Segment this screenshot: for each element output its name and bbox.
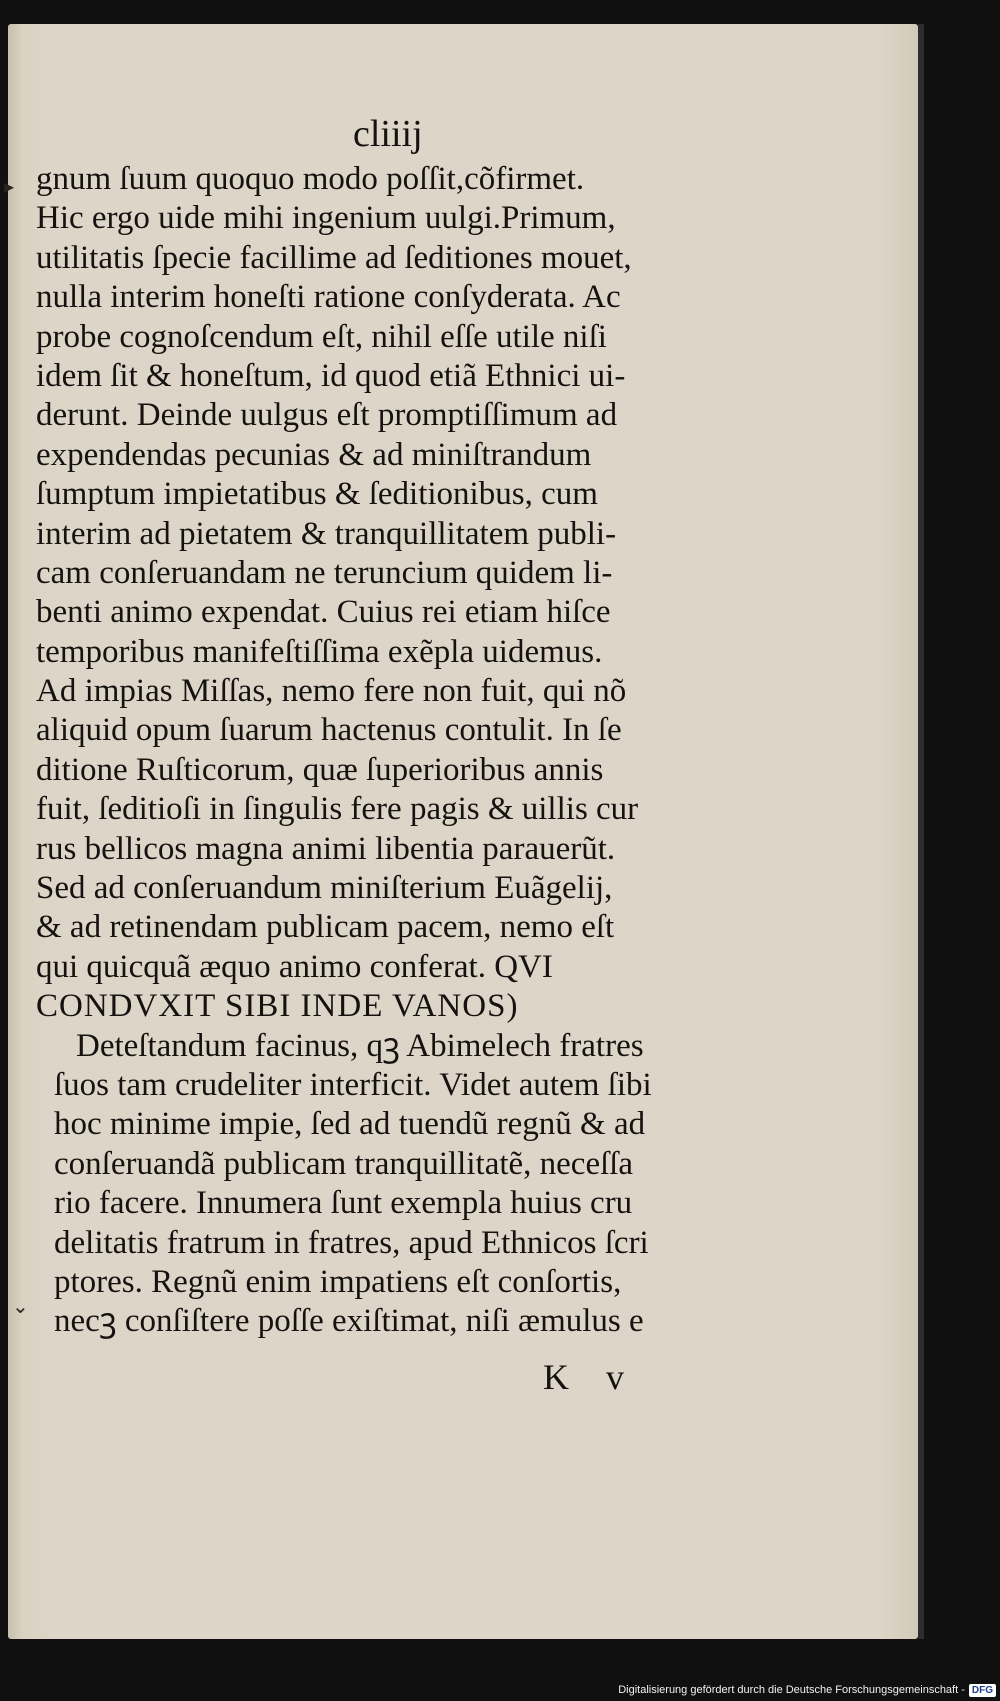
text-line: nulla interim honeſti ratione conſyderata. Ac [36,279,621,316]
text-line: ſuos tam crudeliter interficit. Videt autem ſibi [54,1066,652,1103]
text-line: temporibus manifeſtiſſima exẽpla uidemus. [36,633,603,670]
text-line: aliquid opum ſuarum hactenus contulit. In ſe [36,712,622,749]
text-line: expendendas pecunias & ad miniſtrandum [36,436,592,473]
credit-text: Digitalisierung gefördert durch die Deutsche Forschungsgemeinschaft - [618,1684,965,1696]
page-body-text [36,160,776,1342]
text-line: probe cognoſcendum eſt, nihil eſſe utile niſi [36,318,607,355]
text-line: delitatis fratrum in fratres, apud Ethnicos ſcri [54,1224,649,1261]
text-line: hoc minime impie, ſed ad tuendũ regnũ & ad [54,1106,646,1143]
folio-number: cliiij [353,113,423,155]
text-line: benti animo expendat. Cuius rei etiam hiſce [36,594,611,631]
text-line: ſumptum impietatibus & ſeditionibus, cum [36,476,598,513]
text-line: Ad impias Miſſas, nemo fere non fuit, qui nõ [36,673,627,710]
text-line: idem ſit & honeſtum, id quod etiã Ethnici ui- [36,357,626,394]
dfg-logo: DFG [969,1684,996,1697]
digitization-credit [618,1681,996,1699]
text-line: gnum ſuum quoquo modo poſſit,cõfirmet. [36,161,585,197]
margin-mark: ▸ [4,176,15,198]
text-line: cam conſeruandam ne teruncium quidem li- [36,554,613,591]
text-line: CONDVXIT SIBI INDE VANOS) [36,988,519,1025]
text-line: Deteſtandum facinus, qꝫ Abimelech fratres [76,1027,644,1064]
text-line: rus bellicos magna animi libentia parauerũt. [36,830,616,867]
text-line: & ad retinendam publicam pacem, nemo eſt [36,909,615,946]
text-line: interim ad pietatem & tranquillitatem publi- [36,515,617,552]
text-line: fuit, ſeditioſi in ſingulis fere pagis & uillis cur [36,791,639,828]
text-line: Sed ad conſeruandum miniſterium Euãgelij, [36,870,613,907]
text-line: ptores. Regnũ enim impatiens eſt conſortis, [54,1263,622,1300]
margin-mark: ⌄ [12,1296,29,1318]
catchword: K v [543,1357,638,1397]
text-line: qui quicquã æquo animo conferat. QVI [36,948,553,985]
text-line: rio facere. Innumera ſunt exempla huius cru [54,1185,633,1222]
text-line: utilitatis ſpecie facillime ad ſeditiones mouet, [36,239,632,276]
text-line: Hic ergo uide mihi ingenium uulgi.Primum, [36,200,616,237]
text-line: necꝫ conſiſtere poſſe exiſtimat, niſi æmulus e [54,1303,644,1340]
text-line: ditione Ruſticorum, quæ ſuperioribus annis [36,751,604,788]
page-edge [918,24,924,1639]
text-line: conſeruandã publicam tranquillitatẽ, neceſſa [54,1145,634,1182]
text-line: derunt. Deinde uulgus eſt promptiſſimum ad [36,397,618,434]
book-page [4,24,918,1639]
